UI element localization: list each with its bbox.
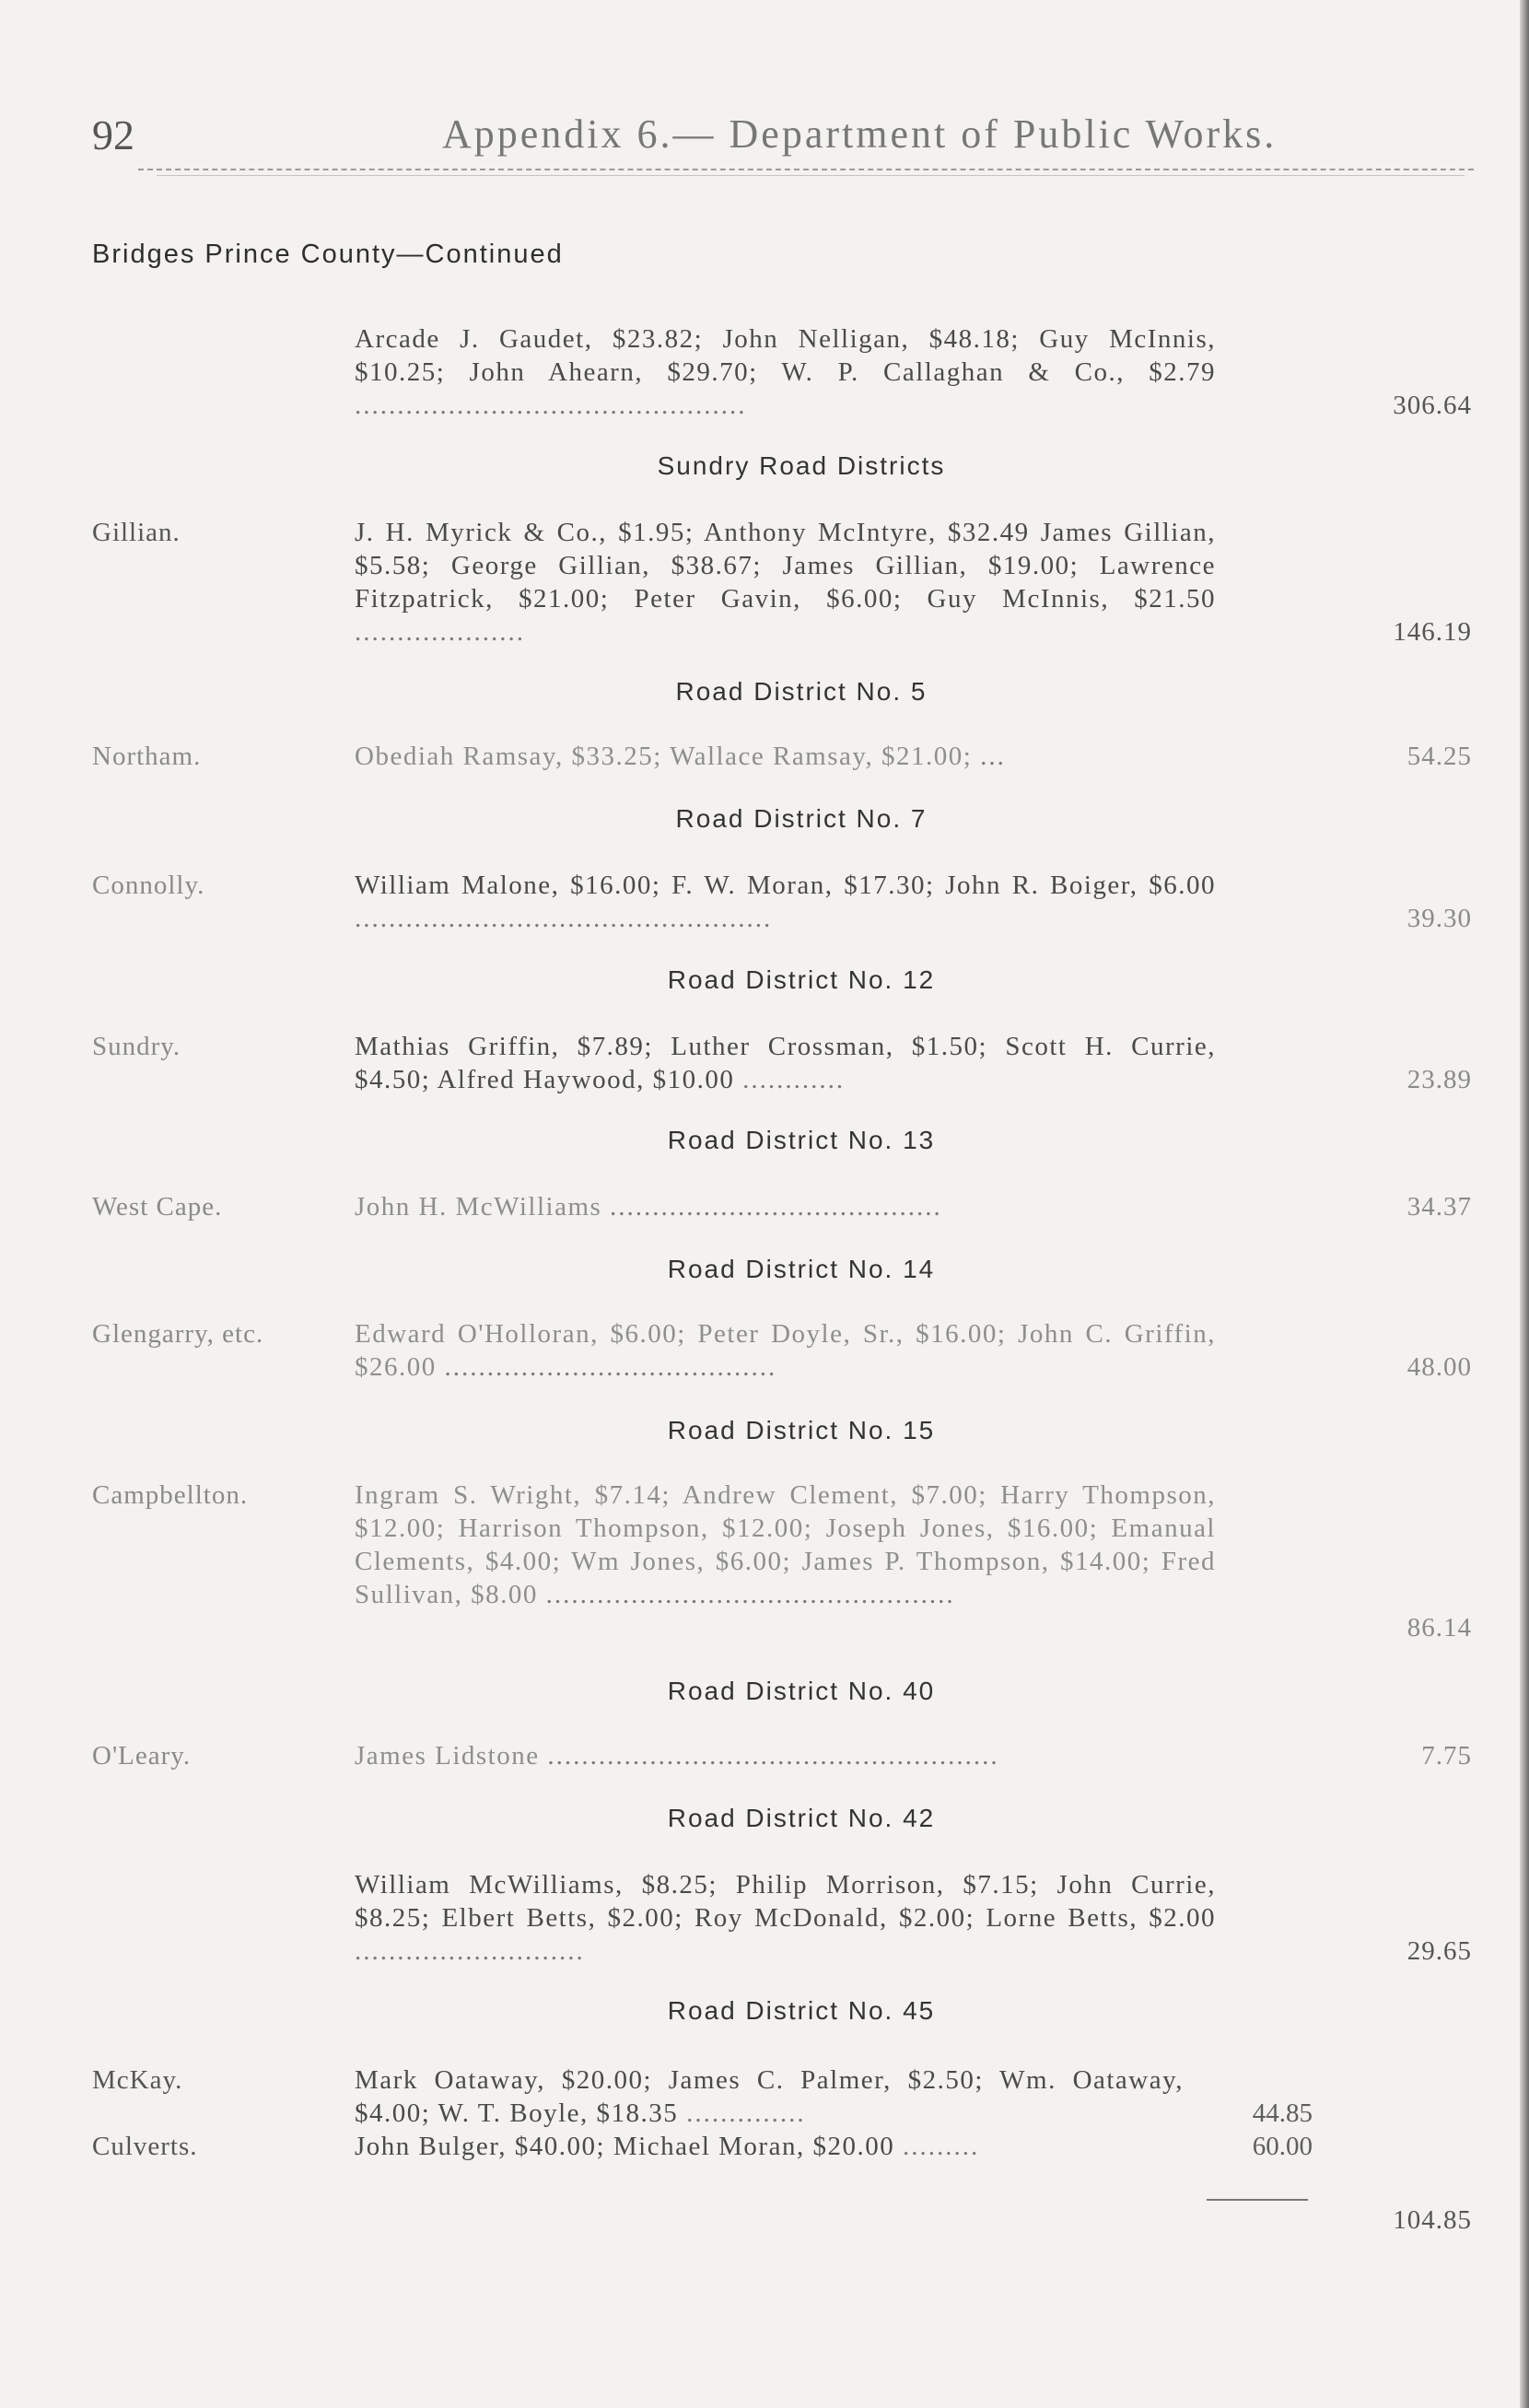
entry-text: J. H. Myrick & Co., $1.95; Anthony McIntyre, $32.49 James Gillian, $5.58; George Gillian, $38.67; James Gillian, $19.00; Lawrence Fitzpatrick, $21.00; Peter Gavin, $6.00; Guy McInnis, $21.50 .................... [355,518,1216,647]
page-number: 92 [92,111,134,158]
entry-text: Obediah Ramsay, $33.25; Wallace Ramsay, $21.00; ... [355,742,1006,771]
district-heading: Road District No. 13 [667,1126,936,1154]
entry-text: James Lidstone ..................................................... [355,1741,999,1771]
entry-text: John Bulger, $40.00; Michael Moran, $20.00 ......... [355,2132,980,2161]
district-heading: Road District No. 12 [667,965,936,994]
entry-place: Connolly. [92,871,205,900]
entry-amount: 104.85 [1393,2205,1472,2235]
entry-place: O'Leary. [92,1741,192,1771]
entry-place: Northam. [92,742,202,771]
district-heading: Road District No. 42 [667,1804,936,1832]
district-heading: Road District No. 14 [667,1255,936,1283]
entry-amount: 7.75 [1421,1741,1472,1771]
subtotal-rule [1207,2199,1308,2201]
district-heading: Road District No. 5 [675,677,928,706]
entry-amount: 306.64 [1393,391,1472,420]
district-heading: Road District No. 40 [667,1677,936,1705]
header-rule [138,169,1474,170]
entry-amount: 34.37 [1406,1192,1472,1222]
entry-amount: 23.89 [1406,1065,1472,1094]
entry-place: Culverts. [92,2132,198,2161]
district-heading: Road District No. 7 [675,804,928,833]
book-spine-shadow [1520,0,1529,2408]
entry-place: Campbellton. [92,1480,249,1510]
entry-amount: 146.19 [1393,617,1472,647]
entry-place: Sundry. [92,1032,181,1061]
entry-text: Ingram S. Wright, $7.14; Andrew Clement, $7.00; Harry Thompson, $12.00; Harrison Thompson, $12.00; Joseph Jones, $16.00; Emanual Clements, $4.00; Wm Jones, $6.00; James P. Thompson, $14.00; Fred Sullivan, $8.00 ................................................ [355,1480,1216,1609]
entry-subamount: 60.00 [1252,2132,1313,2161]
entry-text: William Malone, $16.00; F. W. Moran, $17.30; John R. Boiger, $6.00 ................................................. [355,871,1216,933]
entry-amount: 39.30 [1406,904,1472,933]
entry-place: Gillian. [92,518,181,547]
entry-text: Mathias Griffin, $7.89; Luther Crossman, $1.50; Scott H. Currie, $4.50; Alfred Haywood, $10.00 ............ [355,1032,1216,1094]
district-heading: Road District No. 45 [667,1996,936,2025]
entry-amount: 54.25 [1406,742,1472,771]
district-heading: Road District No. 15 [667,1416,936,1444]
entry-text: William McWilliams, $8.25; Philip Morrison, $7.15; John Currie, $8.25; Elbert Betts, $2.00; Roy McDonald, $2.00; Lorne Betts, $2.00 ........................... [355,1870,1216,1966]
header-rule-secondary [157,175,1465,176]
entry-text: Mark Oataway, $20.00; James C. Palmer, $2.50; Wm. Oataway, $4.00; W. T. Boyle, $18.35 .............. [355,2065,1184,2128]
entry-text: John H. McWilliams ....................................... [355,1192,942,1222]
entry-text: Arcade J. Gaudet, $23.82; John Nelligan, $48.18; Guy McInnis, $10.25; John Ahearn, $29.70; W. P. Callaghan & Co., $2.79 .............................................. [355,324,1216,420]
section-title: Bridges Prince County—Continued [92,240,564,269]
page-header-title: Appendix 6.— Department of Public Works. [442,111,1278,157]
entry-subamount: 44.85 [1252,2098,1313,2128]
entry-amount: 48.00 [1406,1352,1472,1382]
entry-place: McKay. [92,2065,183,2095]
entry-amount: 29.65 [1406,1936,1472,1966]
entry-place: Glengarry, etc. [92,1319,264,1349]
entry-text: Edward O'Holloran, $6.00; Peter Doyle, Sr., $16.00; John C. Griffin, $26.00 ....................................... [355,1319,1216,1382]
entry-place: West Cape. [92,1192,223,1222]
district-heading: Sundry Road Districts [657,451,946,480]
entry-amount: 86.14 [1406,1613,1472,1642]
